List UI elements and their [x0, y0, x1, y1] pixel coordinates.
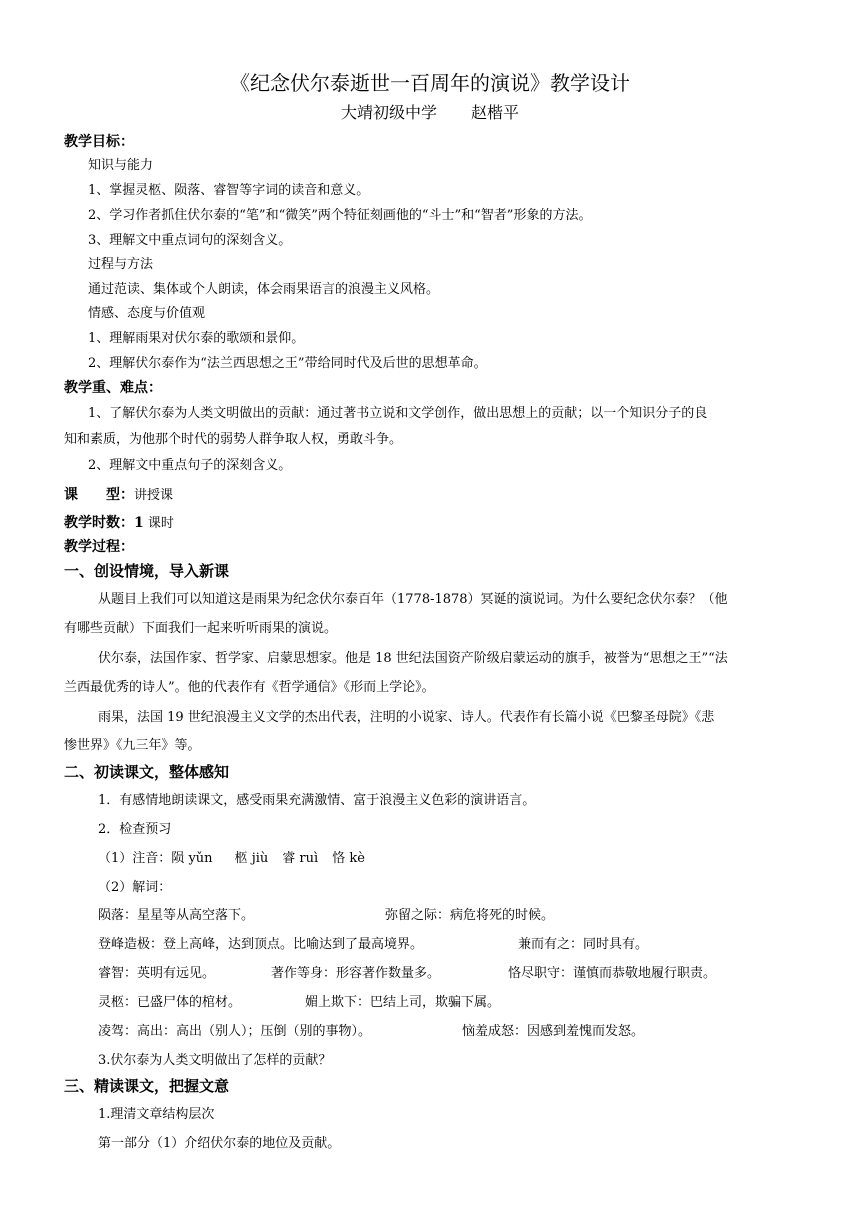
- vocab-label: （2）解词：: [98, 880, 172, 895]
- emotion-heading: 情感、态度与价值观: [88, 306, 206, 321]
- vocab-entry: 灵柩：已盛尸体的棺材。: [98, 995, 242, 1010]
- pinyin-line: [98, 850, 365, 868]
- list-item: 1.理清文章结构层次: [98, 1107, 215, 1122]
- knowledge-item: 3、理解文中重点词句的深刻含义。: [88, 233, 292, 248]
- vocab-entry: 恼羞成怒：因感到羞愧而发怒。: [462, 1024, 645, 1039]
- document-title: 《纪念伏尔泰逝世一百周年的演说》教学设计: [230, 71, 630, 95]
- vocab-entry: 凌驾：高出：高出（别人）；压倒（别的事物）。: [98, 1024, 372, 1039]
- list-item: 第一部分（1）介绍伏尔泰的地位及贡献。: [98, 1136, 341, 1151]
- section-1-heading: 一、创设情境，导入新课: [64, 562, 230, 580]
- process-method-heading: 过程与方法: [88, 257, 154, 272]
- pinyin-reading: jiù: [251, 851, 269, 866]
- lesson-time-label: 教学时数：: [64, 515, 134, 531]
- vocab-entry: 恪尽职守：谨慎而恭敬地履行职责。: [508, 966, 717, 981]
- knowledge-item: 2、学习作者抓住伏尔泰的“笔”和“微笑”两个特征刻画他的“斗士”和“智者”形象的方法。: [88, 208, 592, 223]
- process-method-text: 通过范读、集体或个人朗读，体会雨果语言的浪漫主义风格。: [88, 282, 440, 297]
- paragraph-line: 有哪些贡献）下面我们一起来听听雨果的演说。: [64, 621, 338, 636]
- list-item: 2．检查预习: [98, 822, 172, 837]
- byline: [0, 101, 860, 125]
- vocab-entry: 弥留之际：病危将死的时候。: [385, 908, 555, 923]
- process-heading: 教学过程：: [64, 539, 134, 555]
- pinyin-char: 恪: [332, 851, 346, 866]
- key-point-line: 2、理解文中重点句子的深刻含义。: [88, 458, 292, 473]
- paragraph-line: 兰西最优秀的诗人”。他的代表作有《哲学通信》《形而上学论》。: [64, 680, 435, 695]
- list-item: 3.伏尔泰为人类文明做出了怎样的贡献？: [98, 1053, 332, 1068]
- vocab-entry: 登峰造极：登上高峰，达到顶点。比喻达到了最高境界。: [98, 937, 424, 952]
- lesson-type: [64, 486, 173, 505]
- lesson-time-number: 1: [134, 515, 144, 531]
- paragraph-line: 从题目上我们可以知道这是雨果为纪念伏尔泰百年（1778-1878）冥诞的演说词。为什么要纪念伏尔泰？（他: [98, 592, 728, 607]
- vocab-entry: 媚上欺下：巴结上司，欺骗下属。: [305, 995, 501, 1010]
- section-3-heading: 三、精读课文，把握文意: [64, 1077, 230, 1095]
- section-2-heading: 二、初读课文，整体感知: [64, 763, 230, 781]
- lesson-type-label: 课 型：: [64, 487, 134, 503]
- lesson-time-unit: 课时: [147, 516, 174, 531]
- emotion-item: 1、理解雨果对伏尔泰的歌颂和景仰。: [88, 331, 305, 346]
- knowledge-heading: 知识与能力: [88, 158, 154, 173]
- author-name: 赵楷平: [471, 103, 520, 122]
- school-name: 大靖初级中学: [340, 103, 437, 122]
- pinyin-char: 柩: [234, 851, 248, 866]
- key-point-line: 知和素质，为他那个时代的弱势人群争取人权，勇敢斗争。: [64, 432, 403, 447]
- lesson-type-value: 讲授课: [134, 488, 174, 503]
- pinyin-char: 睿: [282, 851, 296, 866]
- objectives-heading: 教学目标：: [64, 134, 134, 150]
- list-item: 1．有感情地朗读课文，感受雨果充满激情、富于浪漫主义色彩的演讲语言。: [98, 793, 536, 808]
- vocab-entry: 陨落：星星等从高空落下。: [98, 908, 255, 923]
- paragraph-line: 雨果，法国 19 世纪浪漫主义文学的杰出代表，注明的小说家、诗人。代表作有长篇小说《巴黎圣母院》《悲: [98, 710, 715, 725]
- pinyin-label: （1）注音：: [98, 851, 172, 866]
- pinyin-reading: ruì: [299, 851, 319, 866]
- pinyin-reading: kè: [349, 851, 365, 866]
- key-points-heading: 教学重、难点：: [64, 380, 162, 396]
- emotion-item: 2、理解伏尔泰作为“法兰西思想之王”带给同时代及后世的思想革命。: [88, 356, 487, 371]
- lesson-time: [64, 514, 174, 533]
- paragraph-line: 伏尔泰，法国作家、哲学家、启蒙思想家。他是 18 世纪法国资产阶级启蒙运动的旗手，被誉为“思想之王”“法: [98, 651, 728, 666]
- vocab-entry: 著作等身：形容著作数量多。: [271, 966, 441, 981]
- vocab-entry: 睿智：英明有远见。: [98, 966, 216, 981]
- knowledge-item: 1、掌握灵柩、陨落、睿智等字词的读音和意义。: [88, 183, 370, 198]
- paragraph-line: 惨世界》《九三年》等。: [64, 738, 201, 753]
- vocab-entry: 兼而有之：同时具有。: [518, 937, 649, 952]
- pinyin-reading: yǔn: [188, 851, 213, 866]
- pinyin-char: 陨: [171, 851, 185, 866]
- key-point-line: 1、了解伏尔泰为人类文明做出的贡献：通过著书立说和文学创作，做出思想上的贡献；以一个知识分子的良: [88, 406, 708, 421]
